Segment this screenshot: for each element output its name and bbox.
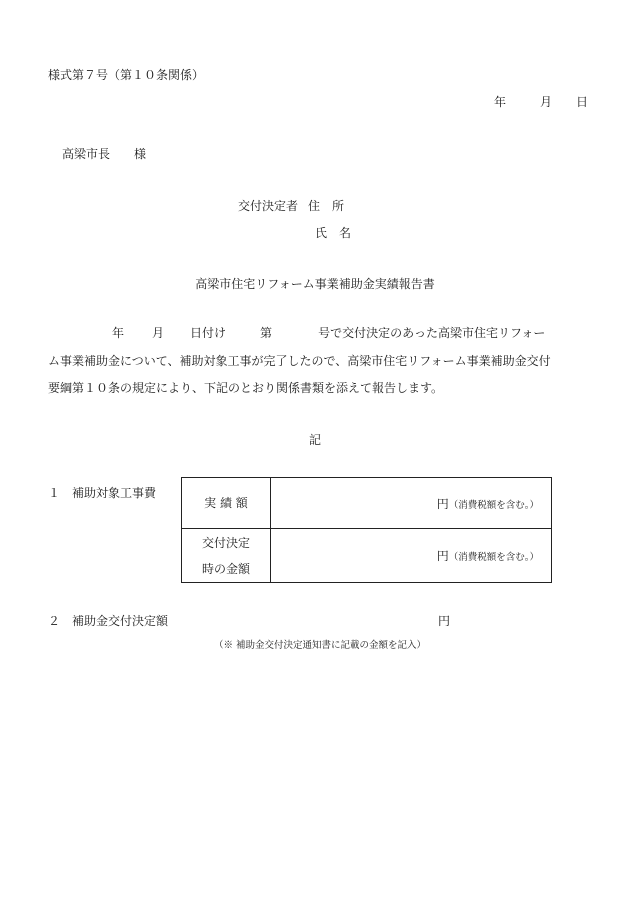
decision-amount-header <box>182 529 271 583</box>
item1-label: １ 補助対象工事費 <box>48 486 157 500</box>
decision-amount-value <box>271 529 552 583</box>
item2-yen: 円 <box>438 614 451 628</box>
body-dai: 第 <box>260 326 273 340</box>
body-month: 月 <box>152 326 165 340</box>
body-day-dated: 日付け <box>190 326 227 340</box>
item2-label: ２ 補助金交付決定額 <box>48 614 169 628</box>
decision-header-line1: 交付決定 <box>201 535 250 550</box>
body-line-3: 要綱第１０条の規定により、下記のとおり関係書類を添えて報告します。 <box>48 381 444 395</box>
addressee-honorific: 様 <box>134 147 147 161</box>
yen-unit: 円 <box>436 496 449 511</box>
table-row <box>182 478 552 529</box>
decision-header-line2: 時の金額 <box>201 561 250 576</box>
date-line <box>494 95 588 109</box>
applicant-address-line <box>238 199 344 213</box>
table-row <box>182 529 552 583</box>
cost-table <box>181 477 552 583</box>
tax-note: （消費税額を含む。） <box>448 499 539 511</box>
date-month: 月 <box>540 95 553 109</box>
document-title: 高梁市住宅リフォーム事業補助金実績報告書 <box>195 277 435 291</box>
body-line-2: ム事業補助金について、補助対象工事が完了したので、高梁市住宅リフォーム事業補助金交付 <box>48 354 551 368</box>
name-label: 氏 名 <box>315 226 352 240</box>
yen-unit: 円 <box>436 549 449 563</box>
item2-note: （※ 補助金交付決定通知書に記載の金額を記入） <box>214 640 427 651</box>
actual-amount-value <box>271 478 552 529</box>
date-year: 年 <box>494 95 507 109</box>
addressee <box>62 147 146 161</box>
body-year: 年 <box>112 326 125 340</box>
date-day: 日 <box>576 95 589 109</box>
ki-heading: 記 <box>308 433 321 447</box>
addressee-name: 高梁市長 <box>62 147 111 161</box>
form-number: 様式第７号（第１０条関係） <box>48 68 205 82</box>
address-label: 住 所 <box>308 199 345 213</box>
actual-amount-header: 実 績 額 <box>182 478 271 529</box>
body-line1-rest: 号で交付決定のあった高梁市住宅リフォー <box>318 326 546 340</box>
body-line-1 <box>48 326 581 340</box>
applicant-label: 交付決定者 <box>238 199 299 213</box>
tax-note: （消費税額を含む。） <box>448 552 539 563</box>
